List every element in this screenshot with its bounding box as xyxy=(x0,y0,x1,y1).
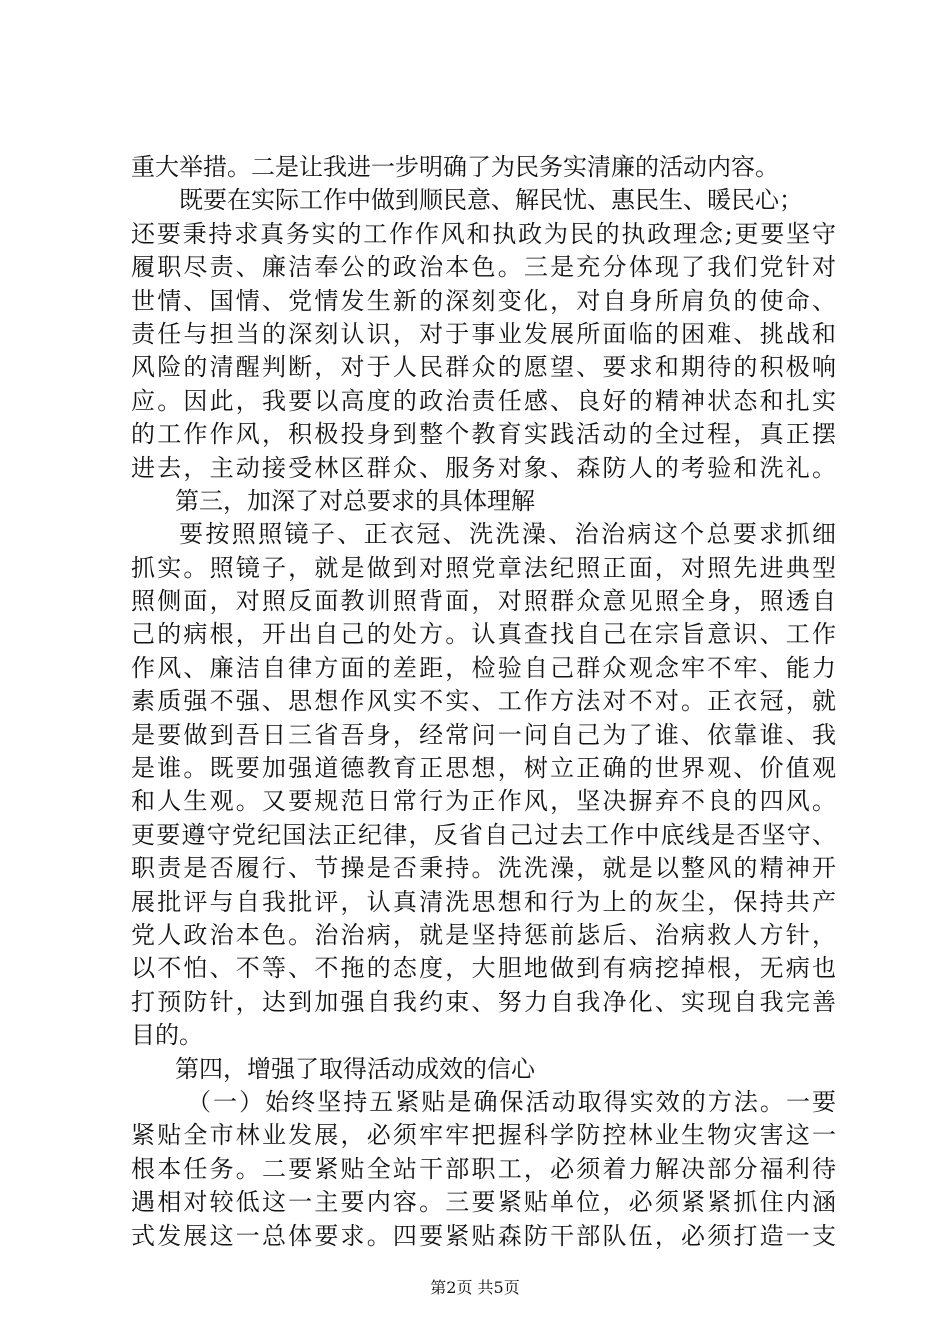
text-line: 更要遵守党纪国法正纪律，反省自己过去工作中底线是否坚守、 xyxy=(131,820,836,849)
text-line: （一）始终坚持五紧贴是确保活动取得实效的方法。一要 xyxy=(187,1087,836,1116)
text-line: 职责是否履行、节操是否秉持。洗洗澡，就是以整风的精神开 xyxy=(131,854,836,883)
text-line: 重大举措。二是让我进一步明确了为民务实清廉的活动内容。 xyxy=(131,153,779,181)
text-line: 要按照照镜子、正衣冠、洗洗澡、治治病这个总要求抓细 xyxy=(179,520,836,549)
text-line: 紧贴全市林业发展，必须牢牢把握科学防控林业生物灾害这一 xyxy=(131,1121,836,1150)
page-footer xyxy=(0,1275,950,1298)
text-line: 世情、国情、党情发生新的深刻变化，对自身所肩负的使命、 xyxy=(131,286,836,315)
text-line: 还要秉持求真务实的工作作风和执政为民的执政理念;更要坚守 xyxy=(131,219,836,248)
text-line: 作风、廉洁自律方面的差距，检验自己群众观念牢不牢、能力 xyxy=(131,653,836,682)
text-line: 己的病根，开出自己的处方。认真查找自己在宗旨意识、工作 xyxy=(131,620,836,649)
section-heading: 第三，加深了对总要求的具体理解 xyxy=(175,486,535,515)
page-number-label: 第2页 共5页 xyxy=(430,1278,520,1297)
text-line: 和人生观。又要规范日常行为正作风，坚决摒弃不良的四风。 xyxy=(131,787,836,816)
text-line: 素质强不强、思想作风实不实、工作方法对不对。正衣冠，就 xyxy=(131,687,836,716)
text-line: 进去，主动接受林区群众、服务对象、森防人的考验和洗礼。 xyxy=(131,453,836,482)
text-line: 式发展这一总体要求。四要紧贴森防干部队伍，必须打造一支 xyxy=(131,1221,836,1250)
text-line: 打预防针，达到加强自我约束、努力自我净化、实现自我完善 xyxy=(131,987,836,1016)
text-line: 党人政治本色。治治病，就是坚持惩前毖后、治病救人方针， xyxy=(131,920,836,949)
text-line: 照侧面，对照反面教训照背面，对照群众意见照全身，照透自 xyxy=(131,587,836,616)
text-line: 履职尽责、廉洁奉公的政治本色。三是充分体现了我们党针对 xyxy=(131,253,836,282)
text-line: 遇相对较低这一主要内容。三要紧贴单位，必须紧紧抓住内涵 xyxy=(131,1188,836,1217)
text-line: 责任与担当的深刻认识，对于事业发展所面临的困难、挑战和 xyxy=(131,319,836,348)
text-line: 既要在实际工作中做到顺民意、解民忧、惠民生、暖民心； xyxy=(179,186,803,215)
text-line: 目的。 xyxy=(131,1021,203,1050)
text-line: 根本任务。二要紧贴全站干部职工，必须着力解决部分福利待 xyxy=(131,1154,836,1183)
section-heading: 第四，增强了取得活动成效的信心 xyxy=(175,1054,535,1083)
text-line: 是谁。既要加强道德教育正思想，树立正确的世界观、价值观 xyxy=(131,754,836,783)
text-line: 抓实。照镜子，就是做到对照党章法纪照正面，对照先进典型 xyxy=(131,553,836,582)
text-line: 以不怕、不等、不拖的态度，大胆地做到有病挖掉根，无病也 xyxy=(131,954,836,983)
text-line: 应。因此，我要以高度的政治责任感、良好的精神状态和扎实 xyxy=(131,386,836,415)
text-line: 是要做到吾日三省吾身，经常问一问自己为了谁、依靠谁、我 xyxy=(131,720,836,749)
text-line: 的工作作风，积极投身到整个教育实践活动的全过程，真正摆 xyxy=(131,420,836,449)
document-body xyxy=(131,151,836,1253)
text-line: 风险的清醒判断，对于人民群众的愿望、要求和期待的积极响 xyxy=(131,353,836,382)
text-line: 展批评与自我批评，认真清洗思想和行为上的灰尘，保持共产 xyxy=(131,887,836,916)
